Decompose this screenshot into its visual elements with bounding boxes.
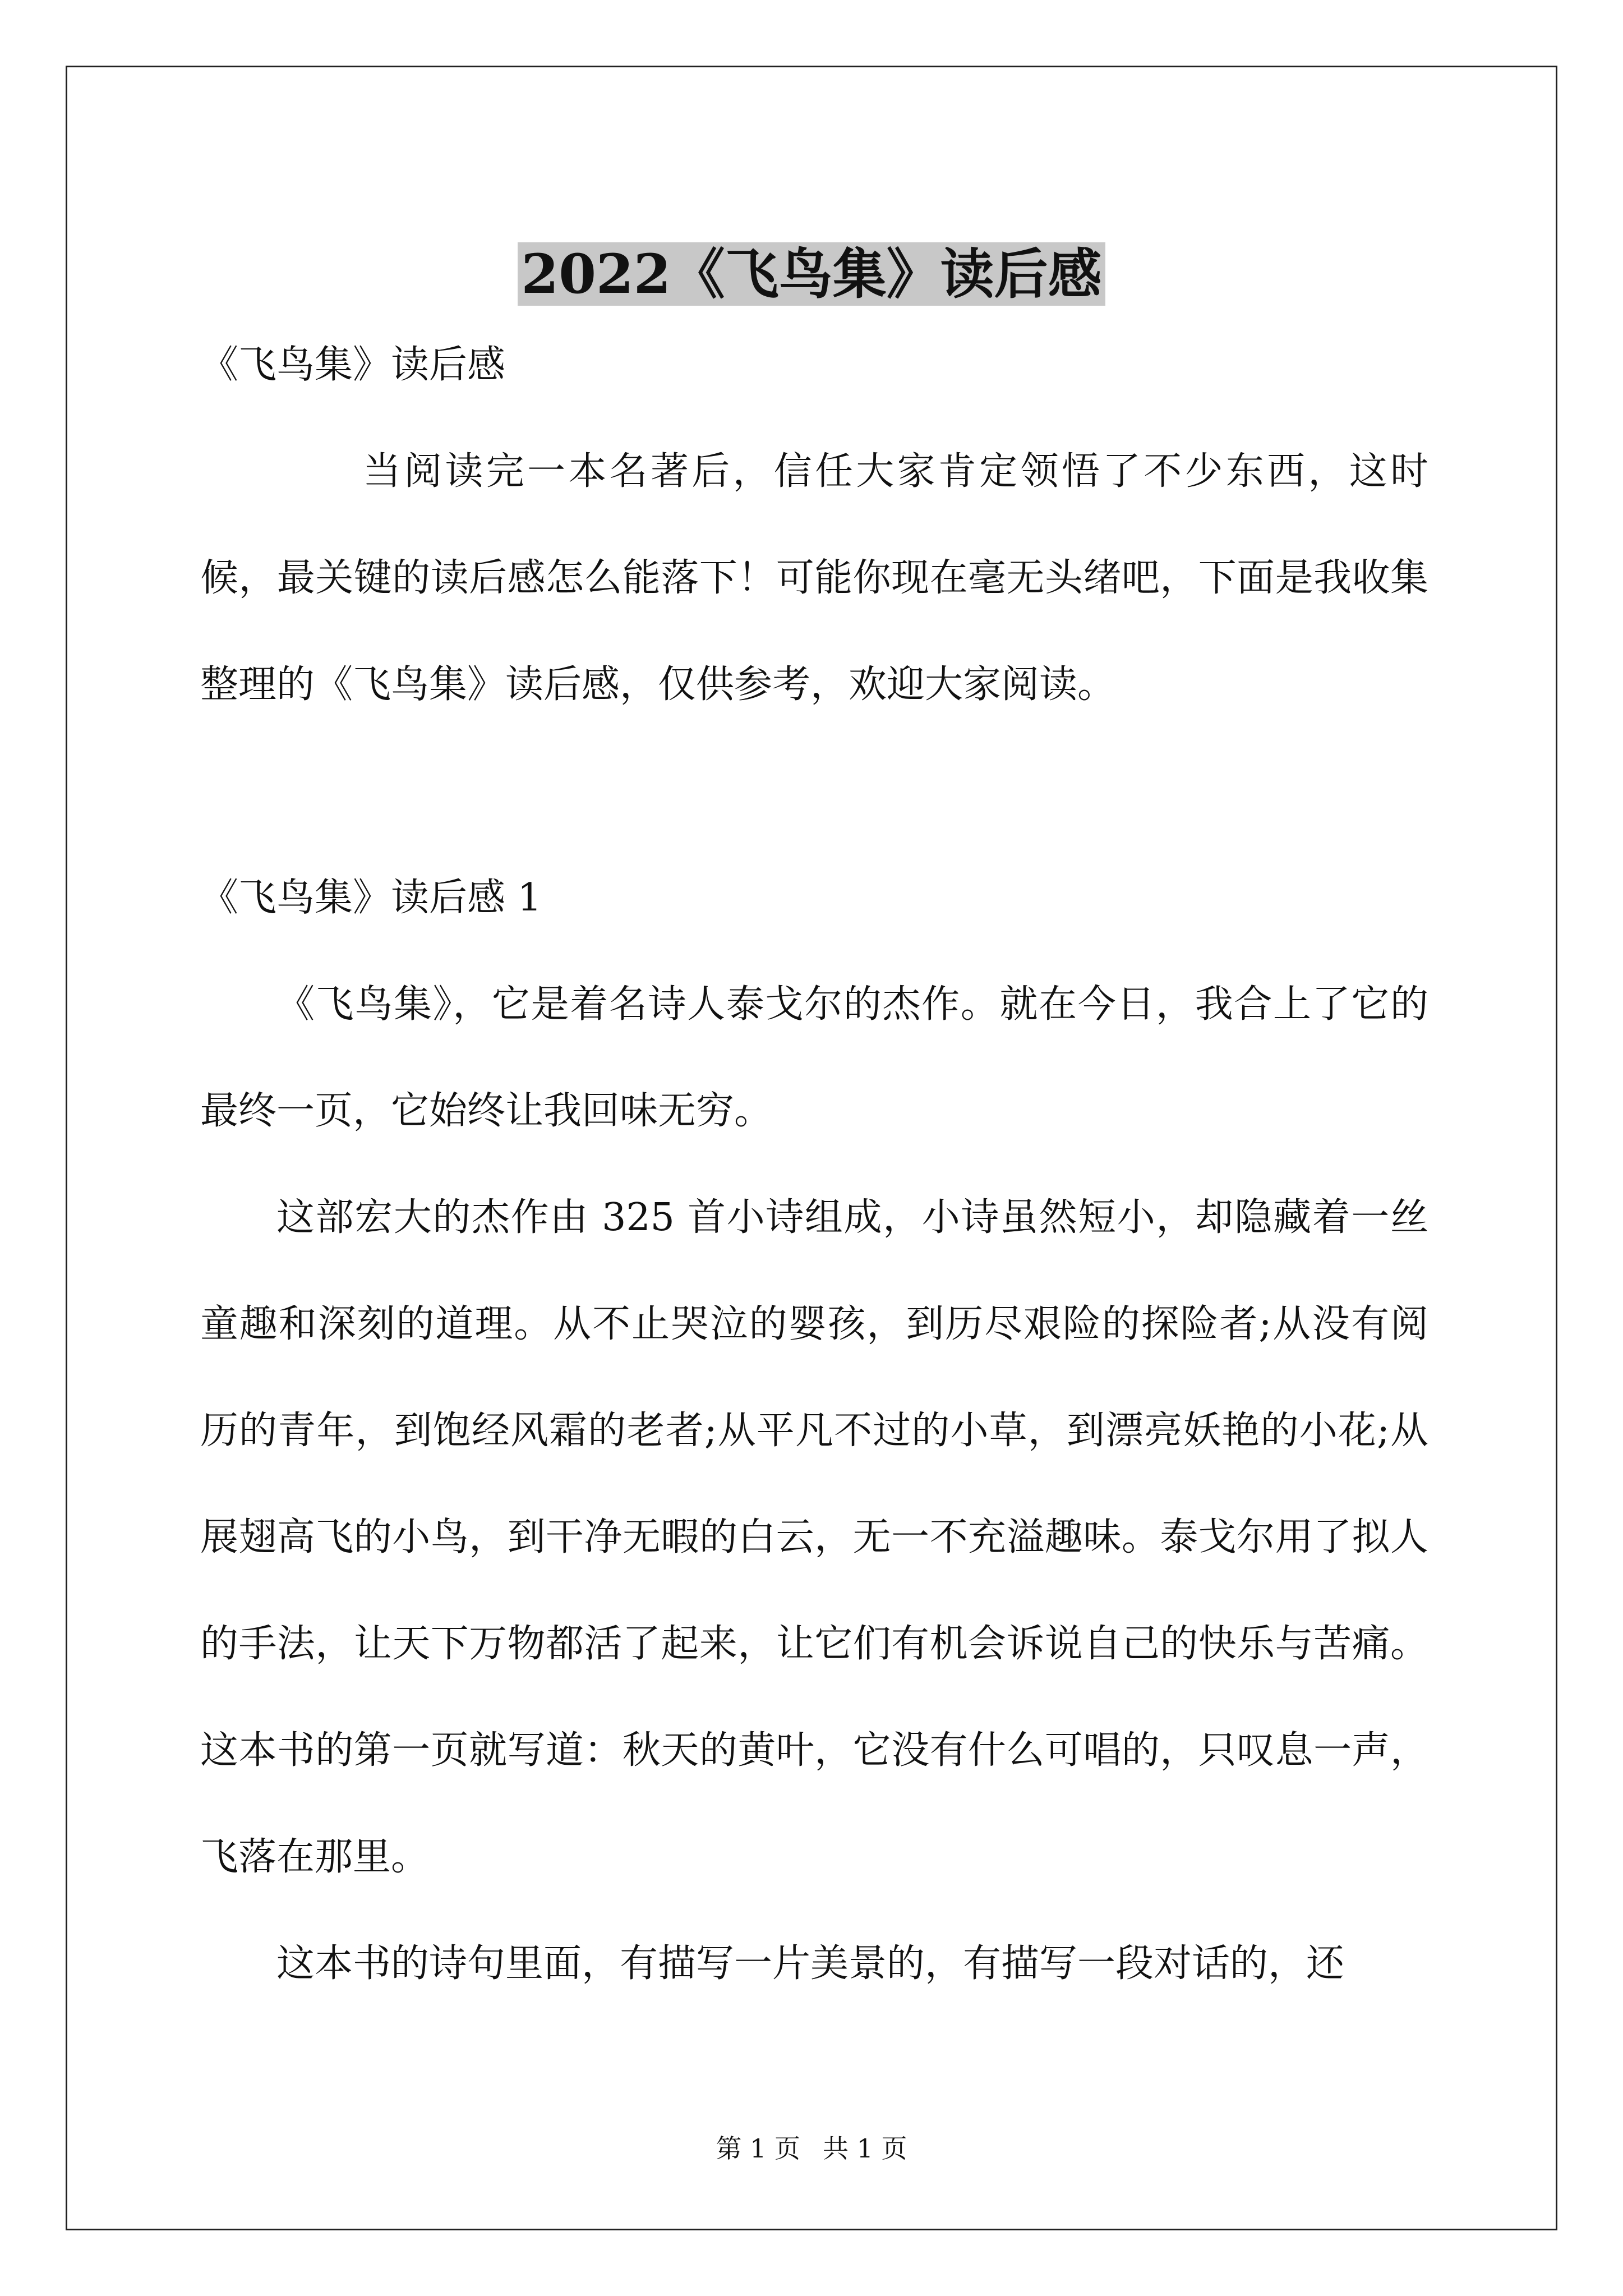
section-1-paragraph-2: 这部宏大的杰作由 325 首小诗组成，小诗虽然短小，却隐藏着一丝童趣和深刻的道理。从不止哭泣的婴孩，到历尽艰险的探险者;从没有阅历的青年，到饱经风霜的老者;从平凡不过的小草，到漂亮妖艳的小花;从展翅高飞的小鸟，到干净无暇的白云，无一不充溢趣味。泰戈尔用了拟人的手法，让天下万物都活了起来，让它们有机会诉说自己的快乐与苦痛。这本书的第一页就写道：秋天的黄叶，它没有什么可唱的，只叹息一声，飞落在那里。 [200,1195,1428,1879]
intro-heading: 《飞鸟集》读后感 [200,343,506,387]
section-1-paragraph-3: 这本书的诗句里面，有描写一片美景的，有描写一段对话的，还 [276,1941,1345,1986]
intro-paragraph: 当阅读完一本名著后，信任大家肯定领悟了不少东西，这时候，最关键的读后感怎么能落下！可能你现在毫无头绪吧，下面是我收集整理的《飞鸟集》读后感，仅供参考，欢迎大家阅读。 [200,449,1428,707]
document-title [0,236,1623,312]
document-body [200,312,1428,2017]
section-1-heading: 《飞鸟集》读后感 1 [200,876,542,920]
page-total: 共 1 页 [823,2133,907,2164]
section-1-paragraph-1: 《飞鸟集》，它是着名诗人泰戈尔的杰作。就在今日，我合上了它的最终一页，它始终让我回味无穷。 [200,982,1428,1133]
page-footer [0,2132,1623,2165]
document-title-text: 2022《飞鸟集》读后感 [518,242,1105,306]
section-spacer [200,738,1428,845]
page-number: 第 1 页 [716,2133,800,2164]
